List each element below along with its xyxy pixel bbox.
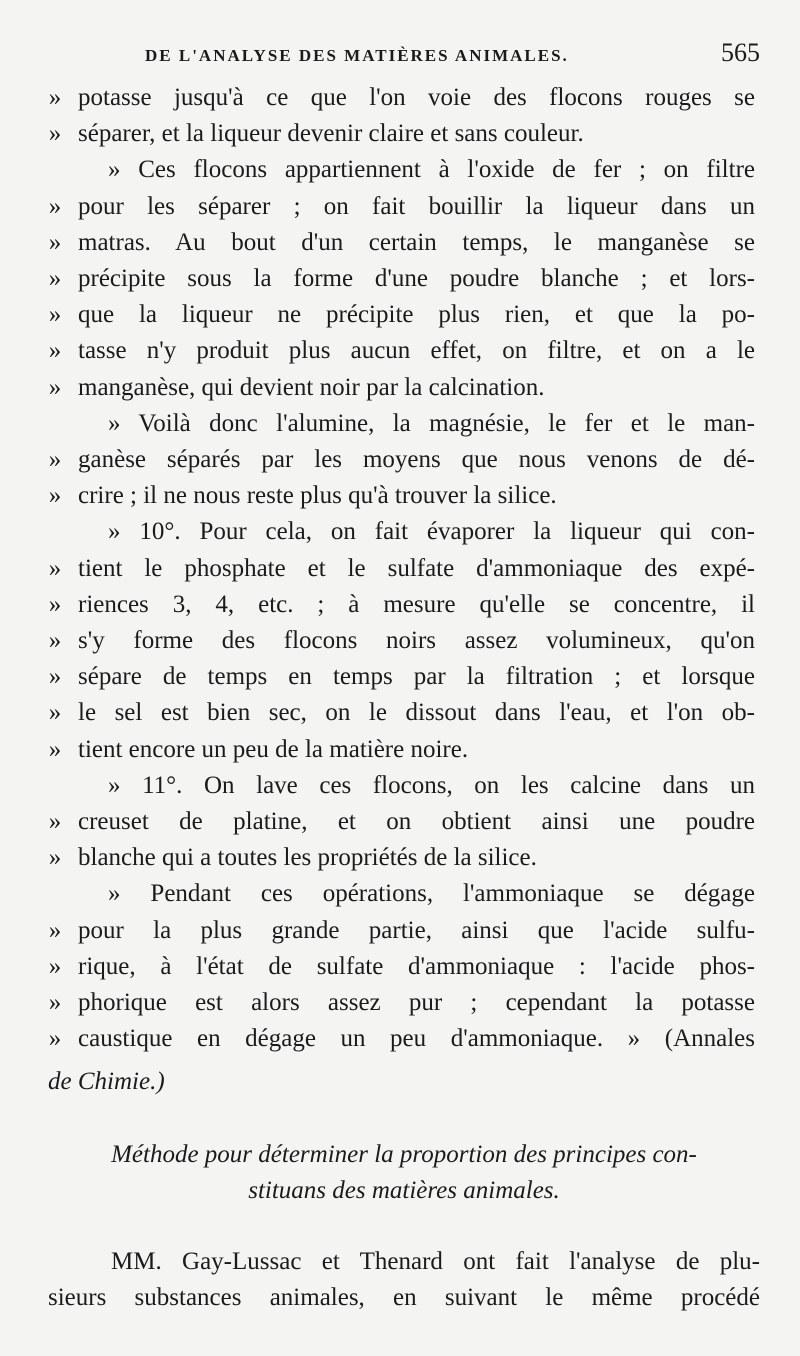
line-text: pour les séparer ; on fait bouillir la liqueur dans un	[78, 192, 755, 220]
line-text: le sel est bien sec, on le dissout dans l'eau, et l'on ob-	[78, 699, 755, 727]
text-line	[0, 333, 800, 369]
line-text: manganèse, qui devient noir par la calcination.	[78, 373, 545, 401]
line-text: précipite sous la forme d'une poudre blanche ; et lors-	[78, 265, 755, 292]
line-text: tient encore un peu de la matière noire.	[78, 735, 469, 763]
line-text: » 11°. On lave ces flocons, on les calcine dans un	[108, 771, 755, 799]
text-line	[0, 297, 800, 333]
text-line	[0, 225, 800, 261]
quote-mark: »	[48, 554, 62, 582]
line-text: potasse jusqu'à ce que l'on voie des flocons rouges se	[78, 84, 755, 111]
text-line	[0, 189, 800, 225]
quote-mark: »	[48, 482, 62, 510]
text-line	[0, 478, 800, 514]
text-line	[0, 80, 800, 116]
quote-mark: »	[48, 808, 62, 835]
quote-mark: »	[48, 192, 62, 220]
quote-mark: »	[48, 590, 62, 618]
quote-mark: »	[48, 373, 62, 401]
text-line	[0, 840, 800, 876]
text-line	[0, 659, 800, 695]
text-line	[0, 261, 800, 297]
line-text: » 10°. Pour cela, on fait évaporer la liqueur qui con-	[108, 518, 755, 546]
line-text: » Pendant ces opérations, l'ammoniaque se dégage	[108, 880, 755, 908]
text-line	[0, 551, 800, 587]
text-line	[0, 116, 800, 152]
section-title-line-2: stituans des matières animales.	[248, 1177, 560, 1204]
quote-mark: »	[48, 446, 62, 473]
line-text: que la liqueur ne précipite plus rien, et que la po-	[78, 301, 755, 329]
citation-tail-line	[0, 1064, 800, 1100]
page-number: 565	[721, 38, 760, 67]
running-head: DE L'ANALYSE DES MATIÈRES ANIMALES.	[145, 46, 569, 65]
text-line	[0, 804, 800, 840]
text-line	[0, 985, 800, 1021]
quote-mark: »	[48, 337, 62, 365]
text-line	[0, 406, 800, 442]
page-header	[145, 38, 760, 68]
quote-mark: »	[48, 844, 62, 872]
quote-mark: »	[48, 916, 62, 944]
line-text: pour la plus grande partie, ainsi que l'acide sulfu-	[78, 916, 755, 944]
line-text: matras. Au bout d'un certain temps, le manganèse se	[78, 228, 755, 256]
line-text: tient le phosphate et le sulfate d'ammoniaque des expé-	[78, 554, 755, 582]
line-text: séparer, et la liqueur devenir claire et sans couleur.	[78, 120, 584, 148]
line-text: caustique en dégage un peu d'ammoniaque. » (Annales	[78, 1025, 755, 1053]
final-paragraph-line-2: sieurs substances animales, en suivant le même procédé	[48, 1284, 760, 1311]
quote-mark: »	[48, 627, 62, 654]
final-paragraph	[48, 1244, 760, 1316]
text-line	[0, 876, 800, 912]
quote-mark: »	[48, 989, 62, 1016]
section-title	[48, 1137, 760, 1209]
quote-mark: »	[48, 1025, 62, 1053]
section-title-line-1: Méthode pour déterminer la proportion des principes con-	[111, 1141, 697, 1168]
line-text: blanche qui a toutes les propriétés de la silice.	[78, 844, 537, 872]
quote-mark: »	[48, 952, 62, 980]
line-text: riences 3, 4, etc. ; à mesure qu'elle se concentre, il	[78, 590, 755, 618]
text-line	[0, 587, 800, 623]
quote-mark: »	[48, 301, 62, 329]
text-line	[0, 1021, 800, 1057]
line-text: » Voilà donc l'alumine, la magnésie, le fer et le man-	[108, 409, 755, 437]
text-line	[0, 768, 800, 804]
text-line	[0, 695, 800, 731]
text-line	[0, 913, 800, 949]
text-line	[0, 370, 800, 406]
quote-mark: »	[48, 228, 62, 256]
line-text: phorique est alors assez pur ; cependant la potasse	[78, 989, 755, 1016]
final-paragraph-line-1: MM. Gay-Lussac et Thenard ont fait l'analyse de plu-	[111, 1248, 760, 1275]
quote-mark: »	[48, 663, 62, 691]
line-text: rique, à l'état de sulfate d'ammoniaque : l'acide phos-	[78, 952, 755, 980]
quote-mark: »	[48, 699, 62, 727]
text-line	[0, 623, 800, 659]
line-text: ganèse séparés par les moyens que nous venons de dé-	[78, 446, 755, 473]
line-text: sépare de temps en temps par la filtration ; et lorsque	[78, 663, 755, 691]
line-text: » Ces flocons appartiennent à l'oxide de fer ; on filtre	[108, 156, 755, 184]
text-line	[0, 949, 800, 985]
line-text: s'y forme des flocons noirs assez volumineux, qu'on	[78, 627, 755, 654]
line-text: tasse n'y produit plus aucun effet, on filtre, et on a le	[78, 337, 755, 365]
quote-mark: »	[48, 735, 62, 763]
text-line	[0, 152, 800, 188]
quote-mark: »	[48, 120, 62, 148]
text-line	[0, 732, 800, 768]
line-text: creuset de platine, et on obtient ainsi une poudre	[78, 808, 755, 835]
citation-tail: de Chimie.)	[48, 1068, 165, 1095]
quote-mark: »	[48, 84, 62, 111]
line-text: crire ; il ne nous reste plus qu'à trouver la silice.	[78, 482, 557, 510]
text-line	[0, 514, 800, 550]
text-line	[0, 442, 800, 478]
quote-mark: »	[48, 265, 62, 292]
